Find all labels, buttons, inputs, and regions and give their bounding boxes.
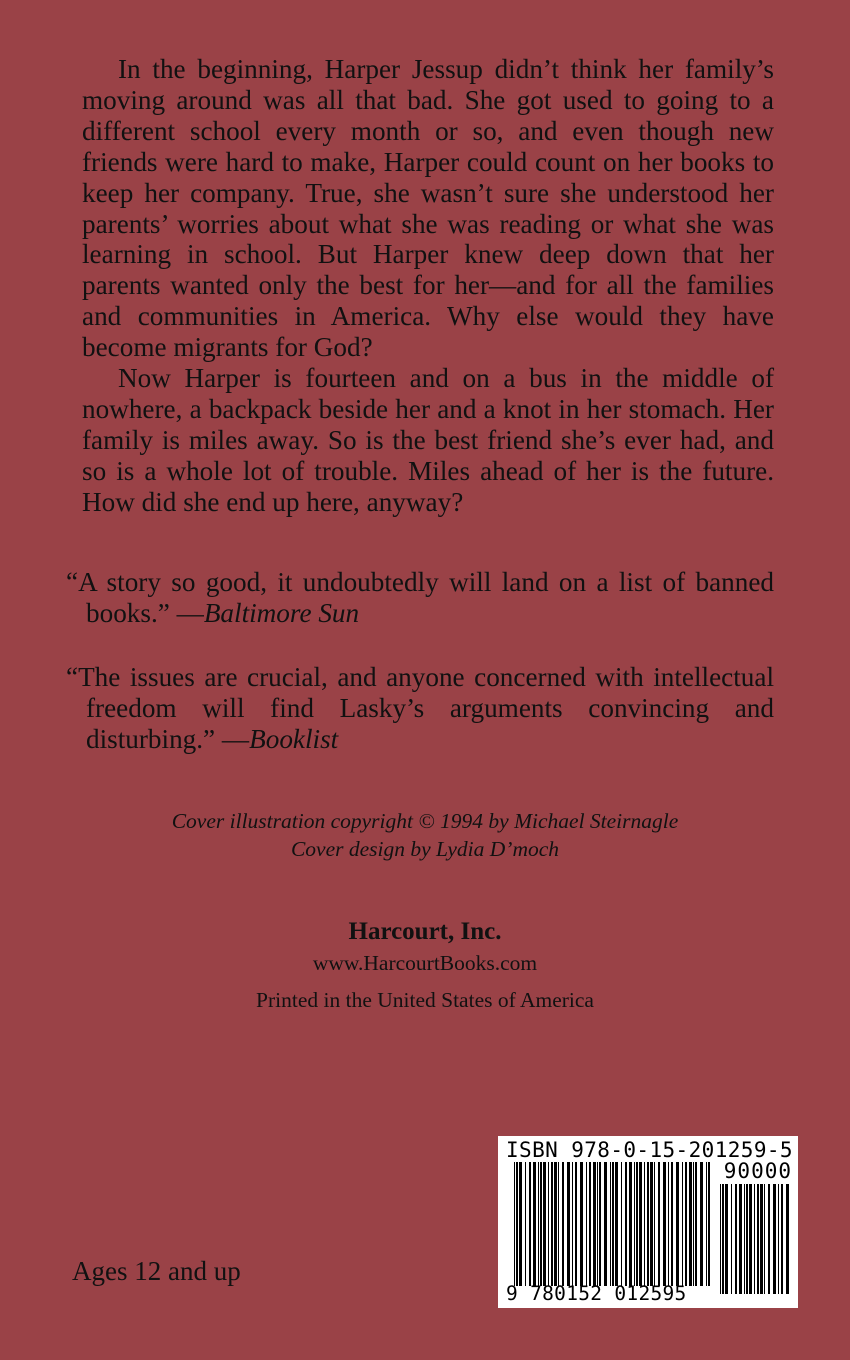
barcode-bar: [663, 1162, 666, 1286]
barcode-bar: [647, 1162, 649, 1286]
barcode-bar: [593, 1162, 596, 1286]
barcode-bar: [599, 1162, 601, 1286]
barcode-bar: [514, 1162, 515, 1286]
barcode-bar: [778, 1184, 779, 1294]
barcode-bar: [580, 1162, 583, 1286]
barcode-bar: [538, 1162, 539, 1286]
barcode-bar: [739, 1184, 742, 1294]
barcode-bar: [760, 1184, 763, 1294]
barcode-bar: [650, 1162, 653, 1286]
barcode-bar: [636, 1162, 638, 1286]
quote-source: Booklist: [249, 723, 339, 754]
barcode-bar: [764, 1184, 765, 1294]
isbn-label: ISBN 978-0-15-201259-5: [506, 1138, 793, 1162]
barcode-bar: [589, 1162, 591, 1286]
barcode-bar: [682, 1162, 683, 1286]
quote-text: “The issues are crucial, and anyone concerned with intellectual freedom will find Lasky’s arguments convincing and disturbing.” —: [66, 662, 774, 754]
barcode-bar: [554, 1162, 557, 1286]
cover-credits: [0, 808, 850, 863]
barcode-bar: [604, 1162, 607, 1286]
barcode-bar: [671, 1162, 673, 1286]
barcode-bar: [540, 1162, 542, 1286]
barcode-bar: [516, 1162, 518, 1286]
barcode-bar: [625, 1162, 627, 1286]
illustration-credit: Cover illustration copyright © 1994 by Michael Steirnagle: [171, 809, 679, 833]
barcode-bar: [689, 1162, 692, 1286]
isbn-barcode: [498, 1136, 798, 1308]
barcode-bar: [529, 1162, 531, 1286]
barcode-bar: [676, 1162, 679, 1286]
barcode-bar: [567, 1162, 570, 1286]
barcode-bar: [744, 1184, 745, 1294]
barcode-bar: [621, 1162, 622, 1286]
barcode-bar: [768, 1184, 770, 1294]
barcode-bar: [551, 1162, 553, 1286]
barcode-bar: [543, 1162, 546, 1286]
barcode-bar: [654, 1162, 655, 1286]
barcode-bar: [610, 1162, 611, 1286]
barcode-bar: [731, 1184, 732, 1294]
blurb-paragraph-2: Now Harper is fourteen and on a bus in the middle of nowhere, a backpack beside her and a knot in her stomach. Her family is miles away. So is the best friend she’s ever had, and so is a whole lot of trouble. Miles ahead of her is the future. How did she end up here, anyway?: [82, 363, 774, 517]
blurb: [82, 54, 774, 518]
barcode-bar: [757, 1184, 759, 1294]
barcode-bar: [706, 1162, 707, 1286]
age-range: Ages 12 and up: [72, 1256, 241, 1286]
barcode-bar: [735, 1184, 737, 1294]
barcode-bar: [700, 1162, 703, 1286]
barcode-bar: [597, 1162, 598, 1286]
barcode-bar: [722, 1184, 724, 1294]
review-quote-booklist: [66, 662, 774, 755]
barcode-bar: [533, 1162, 536, 1286]
barcode-bar: [615, 1162, 618, 1286]
barcode-bar: [629, 1162, 632, 1286]
barcode-bar: [725, 1184, 728, 1294]
barcode-bar: [708, 1162, 710, 1286]
barcode-bar: [786, 1184, 789, 1294]
barcode-bar: [720, 1184, 721, 1294]
quote-source: Baltimore Sun: [203, 597, 360, 628]
printed-in: Printed in the United States of America: [256, 988, 594, 1012]
review-quote-baltimore-sun: [66, 567, 774, 629]
barcode-bar: [586, 1162, 587, 1286]
barcode-bar: [639, 1162, 642, 1286]
barcode-bar: [746, 1184, 748, 1294]
barcode-bar: [693, 1162, 694, 1286]
barcode-bar: [644, 1162, 645, 1286]
barcode-bar: [658, 1162, 660, 1286]
ean-digits: 9 780152 012595: [506, 1282, 687, 1305]
price-code: 90000: [723, 1159, 792, 1183]
publisher-name: Harcourt, Inc.: [348, 918, 502, 945]
barcode-bar: [525, 1162, 526, 1286]
barcode-bar: [773, 1184, 776, 1294]
barcode-bar: [754, 1184, 755, 1294]
barcode-bar: [668, 1162, 669, 1286]
barcode-bar: [634, 1162, 635, 1286]
barcode-bar: [695, 1162, 697, 1286]
publisher-website: www.HarcourtBooks.com: [312, 951, 538, 975]
barcode-bar: [572, 1162, 573, 1286]
barcode-bar: [562, 1162, 564, 1286]
barcode-bar: [781, 1184, 783, 1294]
design-credit: Cover design by Lydia D’moch: [290, 836, 560, 861]
barcode-bar: [575, 1162, 577, 1286]
barcode-bar: [749, 1184, 752, 1294]
barcode-bar: [519, 1162, 522, 1286]
quote-text: “A story so good, it undoubtedly will land on a list of banned books.” —: [66, 567, 774, 628]
barcode-bar: [548, 1162, 549, 1286]
barcode-bar: [558, 1162, 559, 1286]
barcode-bar: [612, 1162, 614, 1286]
blurb-paragraph-1: In the beginning, Harper Jessup didn’t think her family’s moving around was all that bad. She got used to going to a different school every month or so, and even though new friends were hard to make, Harper could count on her books to keep her company. True, she wasn’t sure she understood her parents’ worries about what she was reading or what she was learning in school. But Harper knew deep down that her parents wanted only the best for her—and for all the families and communities in America. Why else would they have become migrants for God?: [82, 54, 774, 363]
barcode-bar: [685, 1162, 687, 1286]
